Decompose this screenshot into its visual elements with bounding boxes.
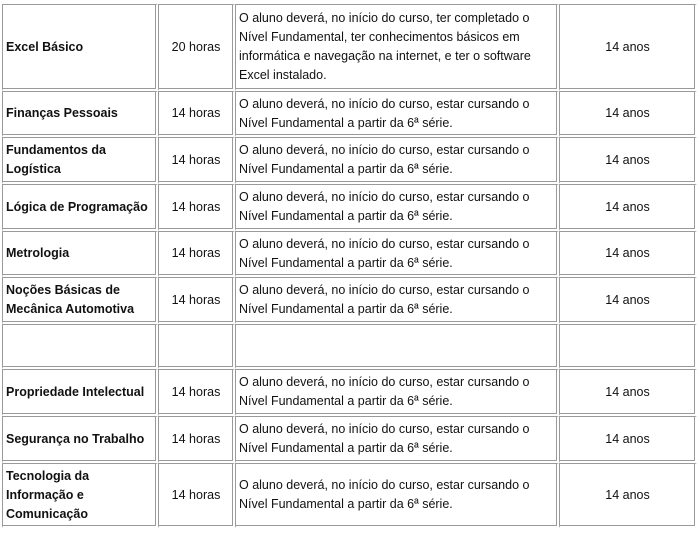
course-requirement-cell: O aluno deverá, no início do curso, estar cursando o Nível Fundamental a partir da 6ª série. bbox=[235, 231, 559, 277]
course-hours-cell: 14 horas bbox=[158, 463, 235, 528]
course-requirement-cell: O aluno deverá, no início do curso, ter completado o Nível Fundamental, ter conhecimentos básicos em informática e navegação na internet, e ter o software Excel instalado. bbox=[235, 4, 559, 91]
table-row bbox=[2, 369, 697, 416]
course-age-cell: 14 anos bbox=[559, 369, 697, 416]
table-row bbox=[2, 91, 697, 137]
course-name-cell: Tecnologia da Informação e Comunicação bbox=[2, 463, 158, 528]
course-name-cell: Noções Básicas de Mecânica Automotiva bbox=[2, 277, 158, 324]
course-hours-cell: 14 horas bbox=[158, 416, 235, 463]
course-requirement-cell: O aluno deverá, no início do curso, estar cursando o Nível Fundamental a partir da 6ª série. bbox=[235, 184, 559, 231]
course-name-cell: Segurança no Trabalho bbox=[2, 416, 158, 463]
course-age-cell: 14 anos bbox=[559, 137, 697, 184]
course-hours-cell bbox=[158, 324, 235, 369]
course-age-cell: 14 anos bbox=[559, 463, 697, 528]
course-hours-cell: 14 horas bbox=[158, 91, 235, 137]
course-age-cell: 14 anos bbox=[559, 277, 697, 324]
course-name-cell: Lógica de Programação bbox=[2, 184, 158, 231]
course-requirement-cell: O aluno deverá, no início do curso, estar cursando o Nível Fundamental a partir da 6ª série. bbox=[235, 416, 559, 463]
course-hours-cell: 14 horas bbox=[158, 184, 235, 231]
course-name-cell: Propriedade Intelectual bbox=[2, 369, 158, 416]
course-age-cell: 14 anos bbox=[559, 91, 697, 137]
course-age-cell bbox=[559, 324, 697, 369]
course-name-cell: Fundamentos da Logística bbox=[2, 137, 158, 184]
course-requirement-cell bbox=[235, 324, 559, 369]
course-requirement-cell: O aluno deverá, no início do curso, estar cursando o Nível Fundamental a partir da 6ª série. bbox=[235, 91, 559, 137]
course-hours-cell: 14 horas bbox=[158, 231, 235, 277]
table-row bbox=[2, 4, 697, 91]
course-requirement-cell: O aluno deverá, no início do curso, estar cursando o Nível Fundamental a partir da 6ª série. bbox=[235, 277, 559, 324]
course-age-cell: 14 anos bbox=[559, 231, 697, 277]
course-name-cell: Excel Básico bbox=[2, 4, 158, 91]
course-name-cell: Finanças Pessoais bbox=[2, 91, 158, 137]
table-row-empty bbox=[2, 324, 697, 369]
table-row bbox=[2, 137, 697, 184]
course-hours-cell: 14 horas bbox=[158, 277, 235, 324]
course-requirement-cell: O aluno deverá, no início do curso, estar cursando o Nível Fundamental a partir da 6ª série. bbox=[235, 463, 559, 528]
course-requirement-cell: O aluno deverá, no início do curso, estar cursando o Nível Fundamental a partir da 6ª série. bbox=[235, 369, 559, 416]
table-row bbox=[2, 416, 697, 463]
course-age-cell: 14 anos bbox=[559, 184, 697, 231]
course-requirement-cell: O aluno deverá, no início do curso, estar cursando o Nível Fundamental a partir da 6ª série. bbox=[235, 137, 559, 184]
course-hours-cell: 20 horas bbox=[158, 4, 235, 91]
course-hours-cell: 14 horas bbox=[158, 369, 235, 416]
table-row bbox=[2, 231, 697, 277]
courses-table bbox=[2, 4, 697, 528]
table-row bbox=[2, 277, 697, 324]
table-row bbox=[2, 463, 697, 528]
course-age-cell: 14 anos bbox=[559, 416, 697, 463]
course-age-cell: 14 anos bbox=[559, 4, 697, 91]
course-name-cell: Metrologia bbox=[2, 231, 158, 277]
course-hours-cell: 14 horas bbox=[158, 137, 235, 184]
course-name-cell bbox=[2, 324, 158, 369]
table-row bbox=[2, 184, 697, 231]
